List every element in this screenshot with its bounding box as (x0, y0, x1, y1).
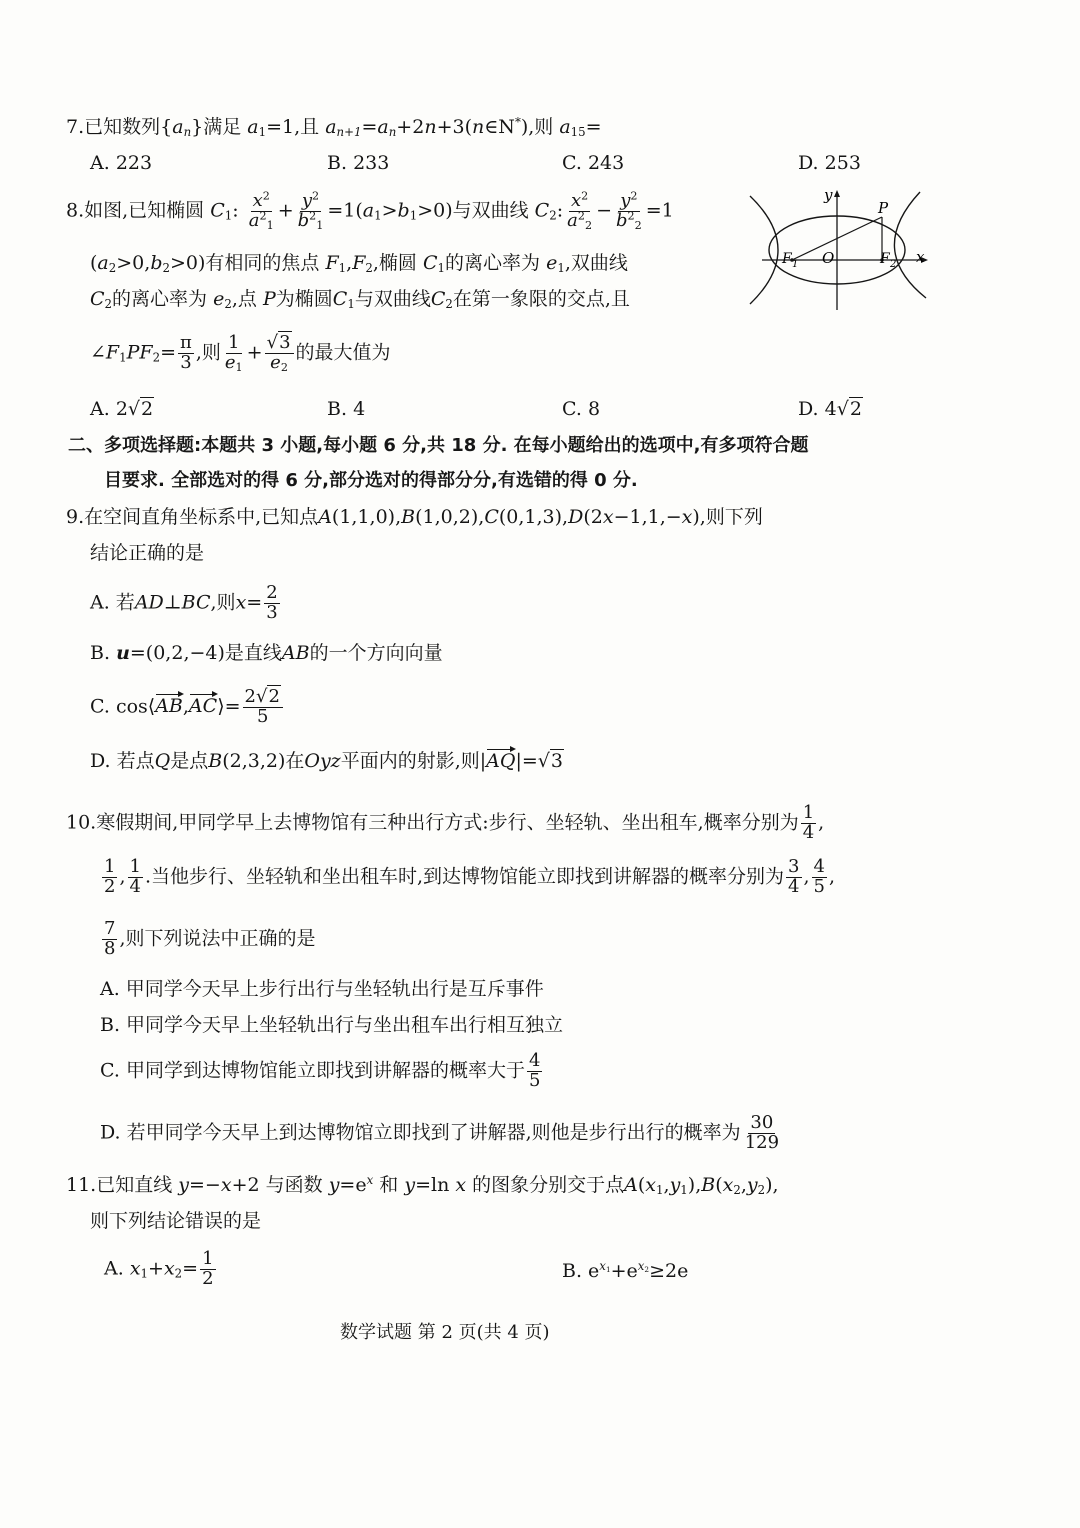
q10-stem-line3: $\frac{7}{8}$ ,则下列说法中正确的是 (104, 918, 316, 959)
x-axis-label: x (916, 248, 925, 266)
q10-frac-30-129: $\frac{30}{129}$ (744, 1112, 780, 1153)
f1-label: F (782, 251, 792, 267)
q7-option-c: C. 243 (562, 152, 625, 174)
q10-option-b: B. 甲同学今天早上坐轻轨出行与坐出租车出行相互独立 (100, 1014, 564, 1036)
q9-stem-line1: 9.在空间直角坐标系中,已知点A(1,1,0),B(1,0,2),C(0,1,3),D(2x−1,1,−x),则下列 (66, 506, 763, 528)
q9-stem-line2: 结论正确的是 (90, 542, 205, 564)
q8-stem-line2: $(a_2>0,b_2>0)$有相同的焦点 $F_1,F_2$,椭圆 $C_1$的离心率为 $e_1$,双曲线 (90, 252, 628, 275)
p-label: P (878, 199, 889, 217)
q8-frac-y2-b1: $\frac{y^2}{b^2_1}$ (297, 189, 324, 232)
q10-frac-4-5: $\frac{4}{5}$ (813, 856, 825, 897)
section2-heading-line1: 二、多项选择题:本题共 3 小题,每小题 6 分,共 18 分. 在每小题给出的选项中,有多项符合题 (68, 435, 809, 456)
q9-option-c: C. cos⟨AB,AC⟩= $\frac{2√2}{5}$ (90, 688, 285, 727)
hyperbola-left-branch (750, 196, 778, 304)
page-footer: 数学试题 第 2 页(共 4 页) (340, 1322, 550, 1343)
q10-frac-4-5-c: $\frac{4}{5}$ (528, 1050, 541, 1091)
q11-frac-1-2: $\frac{1}{2}$ (202, 1248, 214, 1289)
q11-stem-line1: 11.已知直线 y=−x+2 与函数 $y=e^x$ 和 y=ln x 的图象分别交于点$A(x_1,y_1),B(x_2,y_2)$, (66, 1172, 779, 1197)
q9-option-d: D. 若点Q是点B(2,3,2)在Oyz平面内的射影,则|AQ|=√3 (90, 750, 563, 772)
q11-option-a: A. $x_1+x_2=$ $\frac{1}{2}$ (104, 1248, 214, 1289)
q11-option-b: B. $e^{x_1}+e^{x_2}\ge 2e$ (562, 1258, 689, 1282)
q10-frac-1-4-b: $\frac{1}{4}$ (129, 856, 141, 897)
q7-option-a: A. 223 (90, 152, 153, 174)
q10-frac-1-4-a: $\frac{1}{4}$ (802, 802, 815, 843)
q9-frac-2-3: $\frac{2}{3}$ (266, 582, 278, 623)
q7-option-d: D. 253 (798, 152, 861, 174)
q8-option-c: C. 8 (562, 398, 601, 420)
q8-option-a: A. 2√2 (90, 398, 154, 420)
q8-frac-1-e1: $\frac{1}{e_1}$ (224, 332, 243, 374)
q8-stem-line1: 8.如图,已知椭圆 $C_1$: $\frac{x^2}{a^2_1}$ + $\frac{y^2}{b^2_1}$ $=1(a_1>b_1>0)$与双曲线 $C_2$: $\frac{x^2}{a^2_2}$ − $\frac{y^2}{b^2_2}$ =1 (66, 189, 674, 232)
q8-option-d: D. 4√2 (798, 398, 862, 420)
q10-frac-1-2: $\frac{1}{2}$ (104, 856, 116, 897)
q10-option-a: A. 甲同学今天早上步行出行与坐轻轨出行是互斥事件 (100, 978, 544, 1000)
q11-stem-line2: 则下列结论错误的是 (90, 1210, 262, 1232)
q10-option-d: D. 若甲同学今天早上到达博物馆立即找到了讲解器,则他是步行出行的概率为 $\frac{30}{129}$ (100, 1112, 780, 1153)
q9-option-b: B. u=(0,2,−4)是直线AB的一个方向向量 (90, 642, 443, 664)
q8-ellipse-hyperbola-figure (740, 182, 940, 314)
q10-stem-line1: 10.寒假期间,甲同学早上去博物馆有三种出行方式:步行、坐轻轨、坐出租车,概率分别为 $\frac{1}{4}$ , (66, 802, 825, 843)
q10-option-c: C. 甲同学到达博物馆能立即找到讲解器的概率大于 $\frac{4}{5}$ (100, 1050, 541, 1091)
q8-frac-x2-a1: $\frac{x^2}{a^2_1}$ (248, 189, 274, 232)
q8-stem-line4: $\angle F_1PF_2=$ $\frac{\pi}{3}$ ,则 $\frac{1}{e_1}$ + $\frac{√3}{e_2}$ 的最大值为 (90, 332, 391, 374)
q10-frac-7-8: $\frac{7}{8}$ (104, 918, 116, 959)
q10-frac-3-4: $\frac{3}{4}$ (788, 856, 800, 897)
q10-stem-line2: $\frac{1}{2}$ , $\frac{1}{4}$ .当他步行、坐轻轨和坐出租车时,到达博物馆能立即找到讲解器的概率分别为 $\frac{3}{4}$ , $\frac{4}{5}$ , (104, 856, 836, 897)
section2-heading-line2: 目要求. 全部选对的得 6 分,部分选对的得部分分,有选错的得 0 分. (104, 470, 638, 491)
hyperbola-right-branch (894, 192, 926, 298)
q7-stem: 7.已知数列$\{a_n\}$满足 $a_1=1$,且 $a_{n+1}=a_n+2n+3(n\in N^*)$,则 $a_{15}=$ (66, 114, 602, 139)
f1-sub: 1 (792, 259, 799, 270)
q8-frac-x2-a2: $\frac{x^2}{a^2_2}$ (567, 189, 593, 232)
q9-frac-2sqrt2-5: $\frac{2√2}{5}$ (243, 688, 283, 727)
f2-sub: 2 (890, 259, 897, 270)
origin-label: O (822, 249, 835, 267)
q8-frac-y2-b2: $\frac{y^2}{b^2_2}$ (616, 189, 642, 232)
q8-frac-sqrt3-e2: $\frac{√3}{e_2}$ (265, 334, 294, 373)
y-axis-label: y (824, 186, 833, 204)
y-axis-arrow (834, 190, 840, 197)
q8-option-b: B. 4 (327, 398, 366, 420)
q8-stem-line3: $C_2$的离心率为 $e_2$,点 P为椭圆$C_1$与双曲线$C_2$在第一象限的交点,且 (90, 288, 630, 311)
q8-frac-pi-3: $\frac{\pi}{3}$ (180, 332, 192, 373)
f2-label: F (880, 251, 890, 267)
q7-option-b: B. 233 (327, 152, 390, 174)
q9-option-a: A. 若AD⊥BC,则x= $\frac{2}{3}$ (90, 582, 278, 623)
